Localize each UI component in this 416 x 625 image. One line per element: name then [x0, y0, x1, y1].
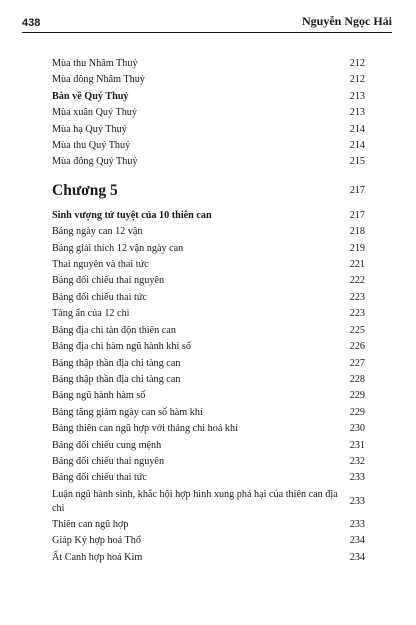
- toc-entry-page: 214: [349, 140, 365, 152]
- toc-entry-title: Bàn về Quý Thuỷ: [52, 90, 129, 102]
- toc-entry[interactable]: [52, 339, 365, 355]
- toc-entry-page: 217: [349, 184, 365, 196]
- toc-entry-page: 234: [349, 535, 365, 547]
- page-header: [22, 14, 392, 33]
- toc-entry[interactable]: [52, 257, 365, 273]
- toc-entry-title: Luận ngũ hành sinh, khắc hội hợp hình xung phá hại của thiên can địa chi: [52, 488, 338, 514]
- toc-entry-page: 213: [349, 90, 365, 102]
- toc-entry-title: Bảng đối chiếu thai tức: [52, 472, 147, 484]
- toc-entry[interactable]: [52, 56, 365, 72]
- toc-entry-page: 215: [349, 156, 365, 168]
- toc-entry-title: Thai nguyên và thai tức: [52, 259, 149, 271]
- toc-entry-page: 213: [349, 107, 365, 119]
- toc-entry-page: 214: [349, 123, 365, 135]
- toc-entry[interactable]: [52, 273, 365, 289]
- toc-entry-title: Bảng ngày can 12 vận: [52, 226, 143, 238]
- toc-entry-title: Bảng địa chi tàn độn thiên can: [52, 324, 176, 336]
- toc-entry-title: Mùa thu Quý Thuỷ: [52, 140, 131, 152]
- toc-entry-title: Mùa thu Nhâm Thuỷ: [52, 58, 138, 69]
- page-number: 438: [22, 17, 41, 29]
- toc-entry-title: Giáp Kỷ hợp hoá Thổ: [52, 535, 141, 547]
- toc-entry[interactable]: [52, 405, 365, 421]
- toc-entry-title: Mùa đông Nhâm Thuỷ: [52, 74, 145, 86]
- toc-entry-title: Bảng đối chiếu cung mệnh: [52, 439, 162, 451]
- toc-entry-page: 232: [349, 455, 365, 467]
- toc-entry-title: Mùa hạ Quý Thuỷ: [52, 123, 127, 135]
- toc-entry[interactable]: [52, 72, 365, 88]
- toc-entry-page: 212: [349, 58, 365, 69]
- toc-entry[interactable]: [52, 372, 365, 388]
- running-head-author: Nguyễn Ngọc Hải: [302, 14, 392, 28]
- toc-entry-page: 233: [349, 472, 365, 484]
- toc-entry[interactable]: [52, 470, 365, 486]
- toc-entry[interactable]: [52, 241, 365, 257]
- toc-entry[interactable]: [52, 290, 365, 306]
- toc-entry-page: 227: [349, 357, 365, 369]
- toc-entry-page: 229: [349, 406, 365, 418]
- toc-entry[interactable]: [52, 438, 365, 454]
- toc-entry-title: Bảng ngũ hành hàm số: [52, 390, 146, 402]
- toc-entry[interactable]: [52, 154, 365, 170]
- toc-entry[interactable]: [52, 105, 365, 121]
- toc-entry-title: Bảng thiên can ngũ hợp với tháng chi hoá khí: [52, 423, 238, 435]
- toc-entry[interactable]: [52, 138, 365, 154]
- toc-entry-title: Bảng giải thích 12 vận ngày can: [52, 242, 184, 254]
- toc-entry[interactable]: [52, 89, 365, 105]
- toc-entry-page: 234: [349, 551, 365, 563]
- toc-entry[interactable]: [52, 208, 365, 224]
- toc-entry[interactable]: [52, 356, 365, 372]
- toc-entry[interactable]: [52, 517, 365, 533]
- toc-entry-page: 212: [349, 74, 365, 86]
- toc-entry[interactable]: [52, 421, 365, 437]
- toc-entry-title: Sinh vượng tử tuyệt của 10 thiên can: [52, 209, 212, 221]
- toc-entry-title: Bảng địa chi hàm ngũ hành khí số: [52, 341, 191, 353]
- toc-entry-page: 217: [349, 209, 365, 221]
- toc-entry-page: 219: [349, 242, 365, 254]
- toc-entry[interactable]: [52, 323, 365, 339]
- toc-entry-title: Tàng ẩn của 12 chi: [52, 308, 130, 320]
- toc-entry-title: Bảng tăng giảm ngày can số hàm khí: [52, 406, 203, 418]
- toc-entry-title: Chương 5: [52, 181, 118, 199]
- toc-entry-title: Ất Canh hợp hoá Kim: [52, 551, 143, 563]
- toc-entry-page: 225: [349, 324, 365, 336]
- toc-chapter-heading[interactable]: [52, 180, 365, 202]
- toc-entry[interactable]: [52, 487, 365, 517]
- toc-entry[interactable]: [52, 454, 365, 470]
- toc-entry-page: 218: [349, 226, 365, 238]
- toc-entry[interactable]: [52, 122, 365, 138]
- toc-entry-page: 233: [349, 518, 365, 530]
- toc-entry-title: Mùa xuân Quý Thuỷ: [52, 107, 137, 119]
- toc-entry-page: 230: [349, 423, 365, 435]
- toc-entry-title: Mùa đông Quý Thuỷ: [52, 156, 138, 168]
- toc-entry-page: 233: [349, 495, 365, 507]
- toc-entry-page: 228: [349, 373, 365, 385]
- toc-entry-title: Bảng đối chiếu thai tức: [52, 291, 147, 303]
- table-of-contents: [52, 56, 365, 566]
- toc-entry[interactable]: [52, 388, 365, 404]
- toc-entry-page: 229: [349, 390, 365, 402]
- toc-entry-title: Bảng thập thần địa chi tàng can: [52, 357, 181, 369]
- toc-entry-page: 222: [349, 275, 365, 287]
- toc-entry-title: Bảng thập thần địa chi tàng can: [52, 373, 181, 385]
- toc-entry-page: 231: [349, 439, 365, 451]
- toc-entry-title: Thiên can ngũ hợp: [52, 518, 129, 530]
- toc-entry-page: 226: [349, 341, 365, 353]
- toc-entry-page: 221: [349, 259, 365, 271]
- toc-entry-page: 223: [349, 308, 365, 320]
- toc-entry-title: Bảng đối chiếu thai nguyên: [52, 455, 165, 467]
- toc-entry-page: 223: [349, 291, 365, 303]
- toc-entry[interactable]: [52, 550, 365, 566]
- toc-entry[interactable]: [52, 224, 365, 240]
- toc-entry[interactable]: [52, 533, 365, 549]
- toc-entry-title: Bảng đối chiếu thai nguyên: [52, 275, 165, 287]
- toc-entry[interactable]: [52, 306, 365, 322]
